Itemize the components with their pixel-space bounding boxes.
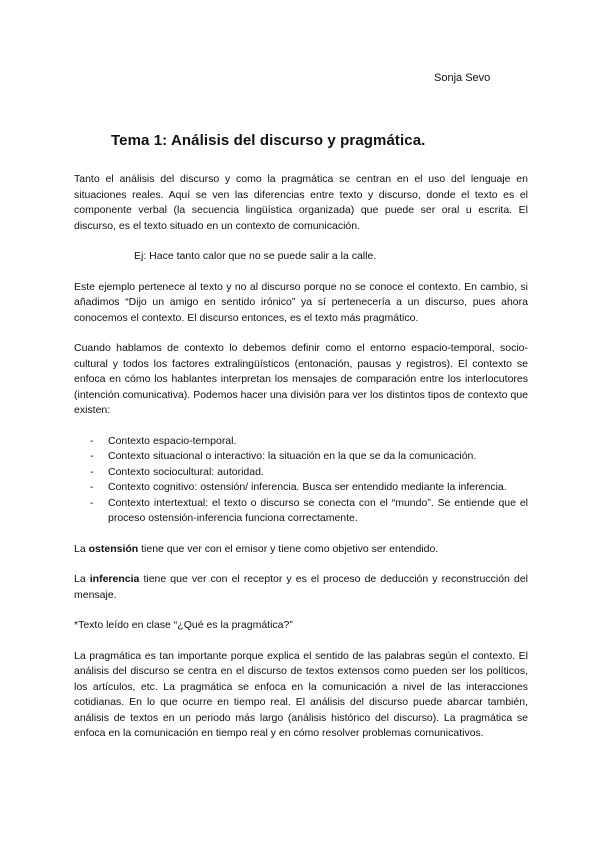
list-dash: - [90, 481, 94, 493]
ostension-term: ostensión [88, 542, 139, 555]
ostension-paragraph: La ostensión tiene que ver con el emisor y tiene como objetivo ser entendido. [74, 542, 439, 555]
list-item: - Contexto espacio-temporal. [74, 434, 528, 450]
reading-note: *Texto leído en clase “¿Qué es la pragmática?” [74, 619, 293, 631]
author-name: Sonja Sevo [434, 72, 491, 84]
pragmatics-paragraph: La pragmática es tan importante porque explica el sentido de las palabras según el contexto. El análisis del discurso se centra en el discurso de textos extensos como pueden ser los políticos, los artículos, etc. La pragmática se enfoca en la comunicación a nivel de las interacciones cotidianas. En lo que ocurre en tiempo real. El análisis del discurso puede abarcar también, análisis de textos en un periodo más largo (análisis histórico del discurso). La pragmática se enfoca en la comunicación en tiempo real y en cómo resolver problemas comunicativos. [74, 649, 528, 739]
example-explanation-paragraph: Este ejemplo pertenece al texto y no al discurso porque no se conoce el contexto. En cambio, si añadimos “Dijo un amigo en sentido irónico” ya sí pertenecería a un discurso, pues ahora conocemos el contexto. El discurso entonces, es el texto más pragmático. [74, 280, 528, 324]
inferencia-paragraph: La inferencia tiene que ver con el receptor y es el proceso de deducción y reconstrucción del mensaje. [74, 573, 528, 601]
inferencia-term: inferencia [89, 573, 140, 585]
example-sentence: Ej: Hace tanto calor que no se puede salir a la calle. [134, 250, 377, 262]
list-item: - Contexto situacional o interactivo: la situación en la que se da la comunicación. [74, 449, 528, 465]
list-dash: - [90, 496, 94, 509]
context-definition-paragraph: Cuando hablamos de contexto lo debemos definir como el entorno espacio-temporal, socio-cultural y todos los factores extralingüísticos (entonación, pausas y registros). El contexto se enfoca en cómo los hablantes interpretan los mensajes de comparación entre los interlocutores (intención comunicativa). Podemos hacer una división para ver los distintos tipos de contexto que existen: [74, 342, 528, 416]
list-dash: - [90, 465, 94, 478]
document-body [74, 172, 528, 742]
list-item: - Contexto cognitivo: ostensión/ inferencia. Busca ser entendido mediante la inferencia. [74, 480, 528, 496]
document-title: Tema 1: Análisis del discurso y pragmática. [111, 132, 426, 149]
list-item: - Contexto sociocultural: autoridad. [74, 465, 528, 481]
context-types-list [74, 434, 528, 527]
list-dash: - [90, 434, 94, 447]
list-dash: - [90, 450, 94, 462]
intro-paragraph: Tanto el análisis del discurso y como la pragmática se centran en el uso del lenguaje en situaciones reales. Aquí se ven las diferencias entre texto y discurso, donde el texto es el componente verbal (la secuencia lingüística organizada) que puede ser oral u escrita. El discurso, es el texto situado en un contexto de comunicación. [74, 173, 528, 232]
list-item: - Contexto intertextual: el texto o discurso se conecta con el “mundo”. Se entiende que el proceso ostensión-inferencia funciona correctamente. [90, 496, 528, 524]
